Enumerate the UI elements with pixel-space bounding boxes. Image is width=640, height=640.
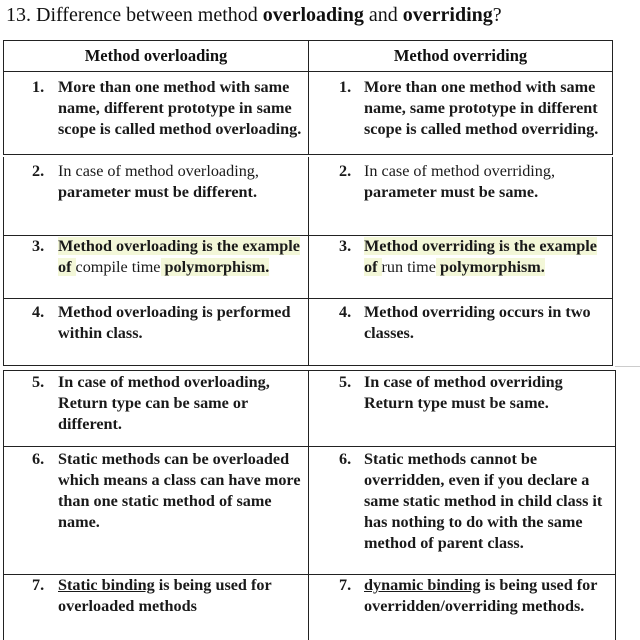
question-title	[6, 3, 502, 27]
row-divider	[4, 298, 612, 299]
row-divider	[4, 446, 615, 447]
row-5-overriding	[309, 372, 613, 414]
row-1-overloading-cell	[4, 72, 309, 155]
table-body-part-1	[3, 157, 613, 366]
row-number: 3.	[32, 237, 45, 255]
row-1-overriding	[309, 40, 612, 140]
row-text: Static methods cannot be overridden, even if you declare a same static method in child class it has nothing to do with the same method of parent class.	[364, 450, 603, 552]
row-text: More than one method with same name, different prototype in same scope is called method overloading.	[58, 78, 302, 138]
row-text-highlighted: polymorphism.	[435, 258, 545, 276]
row-2-overriding	[309, 161, 613, 203]
row-1-overloading	[4, 40, 308, 140]
row-text-plain: run time	[381, 258, 436, 276]
row-text: More than one method with same name, same prototype in different scope is called method overriding.	[364, 78, 599, 138]
row-text-highlighted: Method overriding is the example of	[364, 237, 597, 276]
row-number: 7.	[339, 576, 352, 594]
row-7-overriding	[309, 575, 613, 617]
row-7-overloading	[4, 575, 307, 617]
row-text: In case of method overloading, Return type can be same or different.	[58, 373, 270, 433]
row-text-emphasis: parameter must be different.	[58, 183, 257, 201]
row-text: Method overloading is performed within class.	[58, 303, 291, 342]
comparison-table-part-1	[3, 40, 613, 155]
header-overloading: Method overloading	[4, 41, 309, 72]
row-text: In case of method overriding,	[364, 162, 556, 180]
row-2-overloading	[4, 161, 307, 203]
row-number: 6.	[339, 450, 352, 468]
title-suffix: ?	[492, 4, 502, 26]
row-text-underlined: Static binding	[58, 576, 155, 594]
row-number: 5.	[339, 373, 352, 391]
page-break-line	[615, 366, 640, 367]
row-text: is being used for overridden/overriding methods.	[364, 576, 598, 615]
row-4-overriding	[309, 302, 613, 344]
row-number: 4.	[32, 303, 45, 321]
row-number: 6.	[32, 450, 45, 468]
table-body-part-2	[3, 370, 616, 640]
row-text-underlined: dynamic binding	[364, 576, 481, 594]
row-5-overloading	[4, 372, 307, 435]
title-term-overriding: overriding	[402, 4, 493, 26]
row-number: 1.	[32, 78, 45, 96]
row-number: 5.	[32, 373, 45, 391]
row-6-overriding	[309, 449, 613, 554]
row-text-highlighted: polymorphism.	[160, 258, 270, 276]
title-mid: and	[363, 4, 403, 26]
row-text-plain: compile time	[75, 258, 161, 276]
table-row	[4, 72, 613, 155]
row-6-overloading	[4, 449, 307, 533]
header-overriding: Method overriding	[309, 41, 613, 72]
row-text: In case of method overloading,	[58, 162, 259, 180]
row-number: 1.	[339, 78, 352, 96]
row-text: In case of method overriding Return type must be same.	[364, 373, 563, 412]
row-text-highlighted: Method overloading is the example of	[58, 237, 300, 276]
row-text-emphasis: parameter must be same.	[364, 183, 539, 201]
row-number: 2.	[32, 162, 45, 180]
row-text: is being used for overloaded methods	[58, 576, 272, 615]
row-3-overloading	[4, 236, 307, 278]
title-prefix: 13. Difference between method	[6, 4, 263, 26]
row-4-overloading	[4, 302, 307, 344]
row-number: 4.	[339, 303, 352, 321]
title-term-overloading: overloading	[262, 4, 364, 26]
row-number: 2.	[339, 162, 352, 180]
row-3-overriding	[309, 236, 613, 278]
row-1-overriding-cell	[309, 72, 613, 155]
row-text: Static methods can be overloaded which means a class can have more than one static method of same name.	[58, 450, 301, 531]
row-text: Method overriding occurs in two classes.	[364, 303, 591, 342]
row-number: 7.	[32, 576, 45, 594]
row-number: 3.	[339, 237, 352, 255]
